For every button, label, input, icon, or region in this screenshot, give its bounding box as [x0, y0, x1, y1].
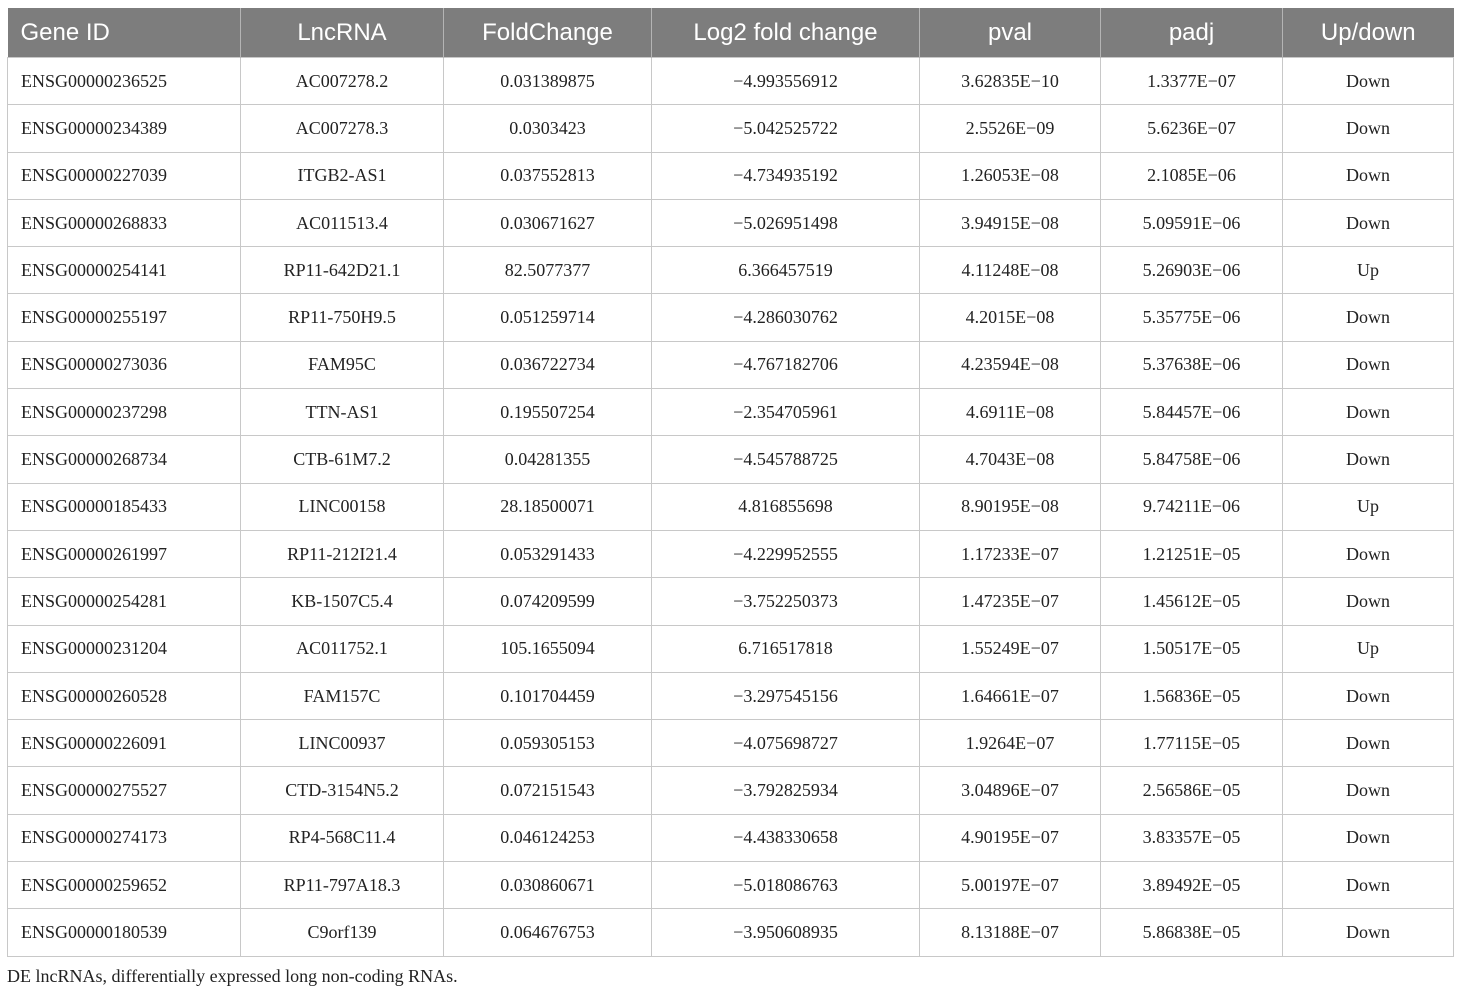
cell-pval: 4.23594E−08 [920, 341, 1101, 388]
cell-padj: 1.3377E−07 [1101, 58, 1283, 105]
cell-pval: 5.00197E−07 [920, 862, 1101, 909]
cell-log2-fold-change: −2.354705961 [652, 389, 920, 436]
cell-lncrna: LINC00937 [241, 720, 444, 767]
cell-foldchange: 0.0303423 [444, 105, 652, 152]
table-row [8, 105, 1454, 152]
cell-log2-fold-change: 6.366457519 [652, 247, 920, 294]
cell-pval: 8.90195E−08 [920, 483, 1101, 530]
cell-lncrna: RP4-568C11.4 [241, 814, 444, 861]
cell-padj: 1.56836E−05 [1101, 672, 1283, 719]
cell-lncrna: FAM157C [241, 672, 444, 719]
cell-lncrna: ITGB2-AS1 [241, 152, 444, 199]
cell-pval: 1.64661E−07 [920, 672, 1101, 719]
table-row [8, 152, 1454, 199]
cell-gene-id: ENSG00000273036 [8, 341, 241, 388]
cell-foldchange: 0.030671627 [444, 199, 652, 246]
table-row [8, 530, 1454, 577]
cell-pval: 1.55249E−07 [920, 625, 1101, 672]
cell-up-down: Down [1283, 436, 1454, 483]
table-row [8, 909, 1454, 956]
cell-foldchange: 0.059305153 [444, 720, 652, 767]
cell-up-down: Up [1283, 247, 1454, 294]
table-row [8, 199, 1454, 246]
header-gene-id: Gene ID [8, 8, 241, 58]
header-up-down: Up/down [1283, 8, 1454, 58]
header-log2-fold-change: Log2 fold change [652, 8, 920, 58]
header-foldchange: FoldChange [444, 8, 652, 58]
cell-gene-id: ENSG00000231204 [8, 625, 241, 672]
cell-up-down: Down [1283, 152, 1454, 199]
cell-padj: 3.89492E−05 [1101, 862, 1283, 909]
cell-foldchange: 0.031389875 [444, 58, 652, 105]
header-pval: pval [920, 8, 1101, 58]
cell-lncrna: RP11-212I21.4 [241, 530, 444, 577]
cell-foldchange: 0.037552813 [444, 152, 652, 199]
cell-gene-id: ENSG00000260528 [8, 672, 241, 719]
cell-log2-fold-change: −4.075698727 [652, 720, 920, 767]
cell-gene-id: ENSG00000234389 [8, 105, 241, 152]
cell-gene-id: ENSG00000261997 [8, 530, 241, 577]
cell-padj: 5.6236E−07 [1101, 105, 1283, 152]
cell-pval: 4.7043E−08 [920, 436, 1101, 483]
cell-pval: 3.04896E−07 [920, 767, 1101, 814]
cell-foldchange: 0.072151543 [444, 767, 652, 814]
table-row [8, 862, 1454, 909]
cell-padj: 5.84758E−06 [1101, 436, 1283, 483]
cell-foldchange: 28.18500071 [444, 483, 652, 530]
table-row [8, 483, 1454, 530]
cell-foldchange: 0.030860671 [444, 862, 652, 909]
cell-foldchange: 0.046124253 [444, 814, 652, 861]
table-header [8, 8, 1454, 58]
cell-gene-id: ENSG00000237298 [8, 389, 241, 436]
cell-log2-fold-change: −4.545788725 [652, 436, 920, 483]
cell-log2-fold-change: −4.438330658 [652, 814, 920, 861]
cell-up-down: Down [1283, 578, 1454, 625]
cell-padj: 1.77115E−05 [1101, 720, 1283, 767]
cell-up-down: Down [1283, 105, 1454, 152]
table-row [8, 767, 1454, 814]
cell-pval: 1.17233E−07 [920, 530, 1101, 577]
cell-up-down: Down [1283, 767, 1454, 814]
cell-foldchange: 0.101704459 [444, 672, 652, 719]
cell-pval: 8.13188E−07 [920, 909, 1101, 956]
cell-log2-fold-change: −4.286030762 [652, 294, 920, 341]
cell-foldchange: 0.195507254 [444, 389, 652, 436]
cell-up-down: Down [1283, 341, 1454, 388]
cell-up-down: Down [1283, 862, 1454, 909]
cell-log2-fold-change: −4.767182706 [652, 341, 920, 388]
cell-pval: 1.47235E−07 [920, 578, 1101, 625]
cell-log2-fold-change: −5.018086763 [652, 862, 920, 909]
cell-foldchange: 0.074209599 [444, 578, 652, 625]
header-padj: padj [1101, 8, 1283, 58]
cell-lncrna: RP11-750H9.5 [241, 294, 444, 341]
cell-foldchange: 82.5077377 [444, 247, 652, 294]
cell-padj: 5.35775E−06 [1101, 294, 1283, 341]
cell-lncrna: LINC00158 [241, 483, 444, 530]
table-row [8, 720, 1454, 767]
cell-up-down: Down [1283, 720, 1454, 767]
table-row [8, 341, 1454, 388]
cell-log2-fold-change: −3.792825934 [652, 767, 920, 814]
cell-padj: 5.26903E−06 [1101, 247, 1283, 294]
cell-up-down: Down [1283, 672, 1454, 719]
cell-pval: 4.2015E−08 [920, 294, 1101, 341]
table-footnote: DE lncRNAs, differentially expressed long non-coding RNAs. [7, 966, 458, 986]
cell-padj: 1.45612E−05 [1101, 578, 1283, 625]
cell-log2-fold-change: 4.816855698 [652, 483, 920, 530]
cell-foldchange: 0.064676753 [444, 909, 652, 956]
cell-pval: 2.5526E−09 [920, 105, 1101, 152]
cell-gene-id: ENSG00000180539 [8, 909, 241, 956]
cell-log2-fold-change: 6.716517818 [652, 625, 920, 672]
cell-up-down: Down [1283, 294, 1454, 341]
cell-gene-id: ENSG00000236525 [8, 58, 241, 105]
cell-gene-id: ENSG00000254141 [8, 247, 241, 294]
cell-up-down: Up [1283, 483, 1454, 530]
cell-log2-fold-change: −4.734935192 [652, 152, 920, 199]
cell-gene-id: ENSG00000226091 [8, 720, 241, 767]
cell-lncrna: C9orf139 [241, 909, 444, 956]
cell-up-down: Down [1283, 199, 1454, 246]
header-lncrna: LncRNA [241, 8, 444, 58]
cell-gene-id: ENSG00000274173 [8, 814, 241, 861]
cell-padj: 1.21251E−05 [1101, 530, 1283, 577]
cell-gene-id: ENSG00000185433 [8, 483, 241, 530]
table-row [8, 389, 1454, 436]
cell-lncrna: CTB-61M7.2 [241, 436, 444, 483]
table-row [8, 436, 1454, 483]
cell-lncrna: AC011752.1 [241, 625, 444, 672]
cell-lncrna: AC007278.2 [241, 58, 444, 105]
cell-gene-id: ENSG00000268833 [8, 199, 241, 246]
cell-gene-id: ENSG00000255197 [8, 294, 241, 341]
cell-gene-id: ENSG00000275527 [8, 767, 241, 814]
cell-foldchange: 0.051259714 [444, 294, 652, 341]
cell-padj: 2.1085E−06 [1101, 152, 1283, 199]
header-row [8, 8, 1454, 58]
cell-lncrna: RP11-642D21.1 [241, 247, 444, 294]
cell-padj: 1.50517E−05 [1101, 625, 1283, 672]
cell-padj: 2.56586E−05 [1101, 767, 1283, 814]
table-row [8, 578, 1454, 625]
table-row [8, 294, 1454, 341]
cell-pval: 3.94915E−08 [920, 199, 1101, 246]
cell-pval: 4.90195E−07 [920, 814, 1101, 861]
cell-lncrna: RP11-797A18.3 [241, 862, 444, 909]
de-lncrna-table [7, 8, 1454, 957]
cell-lncrna: AC011513.4 [241, 199, 444, 246]
cell-gene-id: ENSG00000268734 [8, 436, 241, 483]
cell-log2-fold-change: −3.950608935 [652, 909, 920, 956]
cell-log2-fold-change: −3.752250373 [652, 578, 920, 625]
cell-log2-fold-change: −5.042525722 [652, 105, 920, 152]
cell-lncrna: CTD-3154N5.2 [241, 767, 444, 814]
cell-padj: 5.09591E−06 [1101, 199, 1283, 246]
cell-log2-fold-change: −5.026951498 [652, 199, 920, 246]
table-row [8, 672, 1454, 719]
cell-lncrna: KB-1507C5.4 [241, 578, 444, 625]
cell-gene-id: ENSG00000254281 [8, 578, 241, 625]
cell-pval: 3.62835E−10 [920, 58, 1101, 105]
cell-lncrna: FAM95C [241, 341, 444, 388]
cell-up-down: Down [1283, 909, 1454, 956]
cell-lncrna: AC007278.3 [241, 105, 444, 152]
cell-foldchange: 0.053291433 [444, 530, 652, 577]
table-row [8, 58, 1454, 105]
cell-padj: 5.37638E−06 [1101, 341, 1283, 388]
cell-log2-fold-change: −4.993556912 [652, 58, 920, 105]
cell-up-down: Down [1283, 530, 1454, 577]
cell-padj: 5.84457E−06 [1101, 389, 1283, 436]
cell-lncrna: TTN-AS1 [241, 389, 444, 436]
table-row [8, 814, 1454, 861]
results-table-container [7, 8, 1453, 957]
cell-pval: 4.6911E−08 [920, 389, 1101, 436]
cell-up-down: Down [1283, 814, 1454, 861]
cell-pval: 4.11248E−08 [920, 247, 1101, 294]
cell-padj: 3.83357E−05 [1101, 814, 1283, 861]
cell-log2-fold-change: −4.229952555 [652, 530, 920, 577]
cell-foldchange: 0.036722734 [444, 341, 652, 388]
cell-padj: 9.74211E−06 [1101, 483, 1283, 530]
cell-pval: 1.9264E−07 [920, 720, 1101, 767]
cell-gene-id: ENSG00000227039 [8, 152, 241, 199]
cell-gene-id: ENSG00000259652 [8, 862, 241, 909]
cell-up-down: Down [1283, 389, 1454, 436]
cell-up-down: Down [1283, 58, 1454, 105]
cell-padj: 5.86838E−05 [1101, 909, 1283, 956]
cell-up-down: Up [1283, 625, 1454, 672]
table-row [8, 625, 1454, 672]
cell-log2-fold-change: −3.297545156 [652, 672, 920, 719]
cell-pval: 1.26053E−08 [920, 152, 1101, 199]
table-row [8, 247, 1454, 294]
table-body [8, 58, 1454, 957]
cell-foldchange: 105.1655094 [444, 625, 652, 672]
cell-foldchange: 0.04281355 [444, 436, 652, 483]
